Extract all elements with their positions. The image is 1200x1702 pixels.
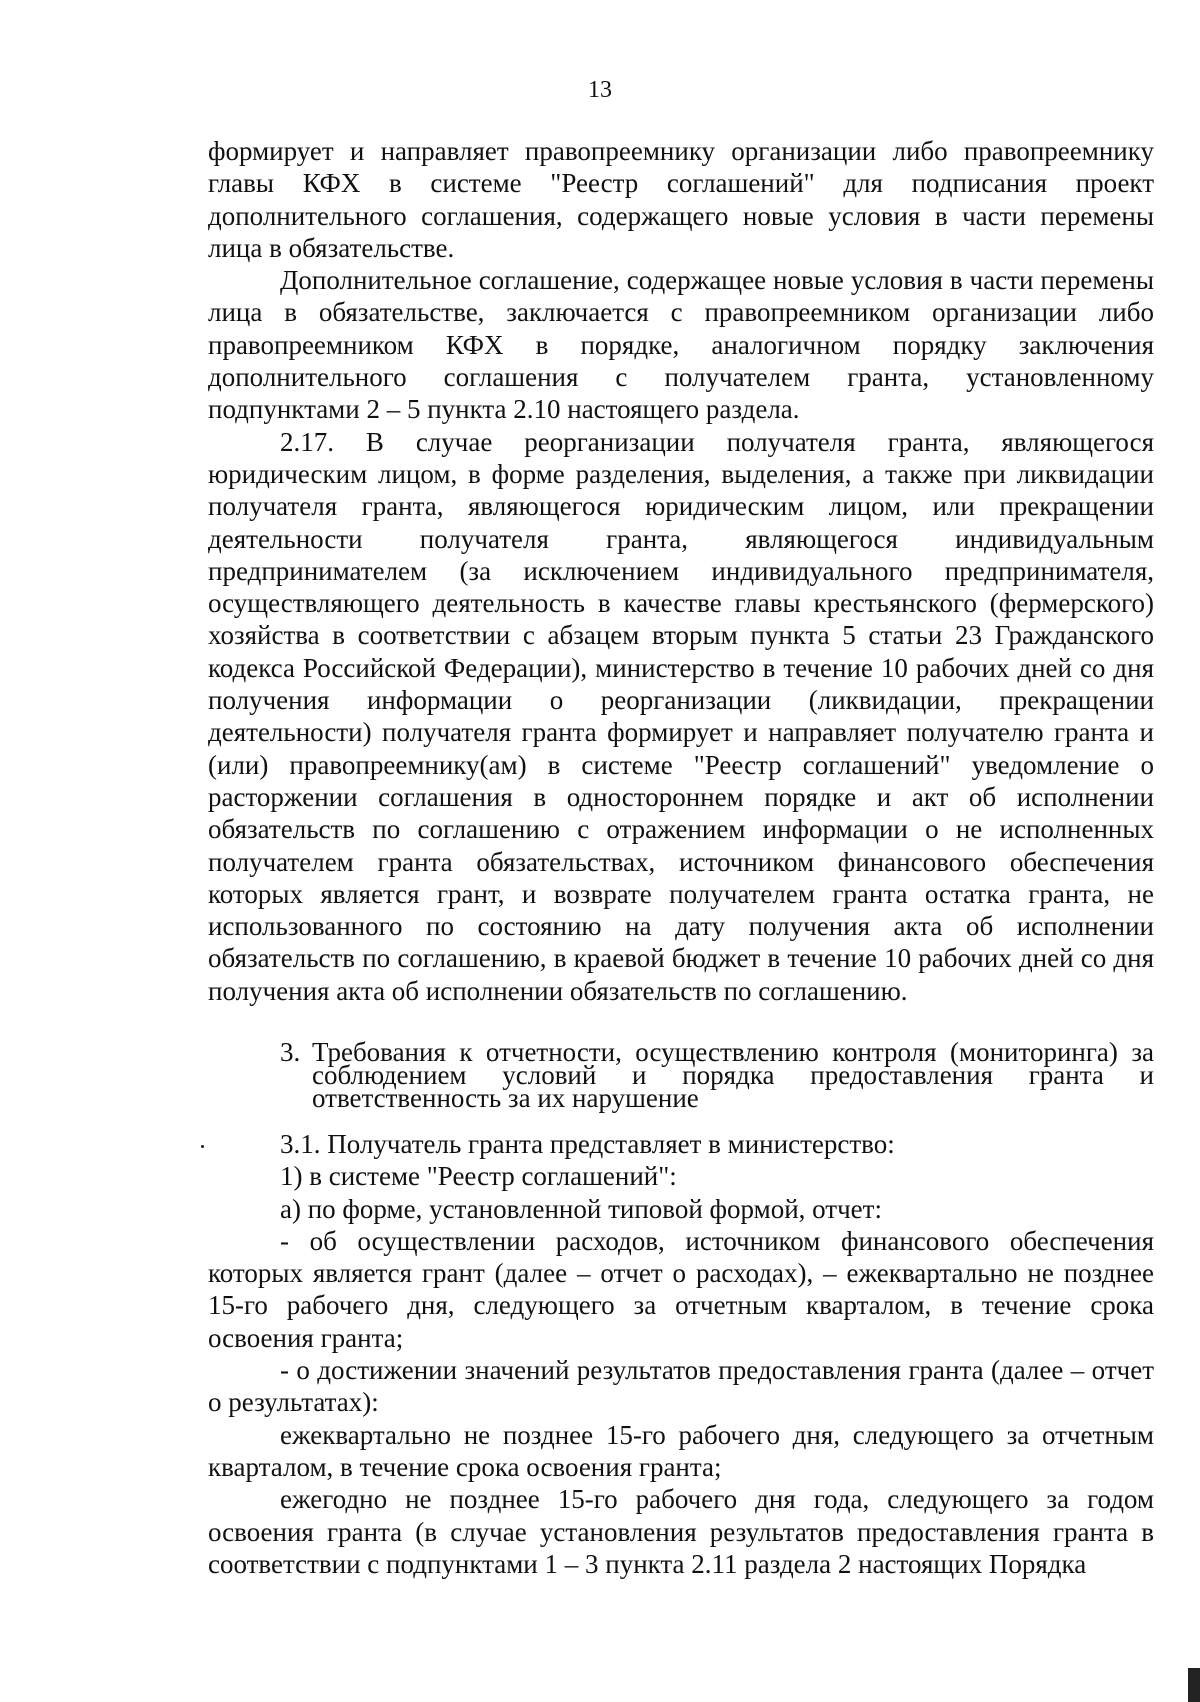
scan-edge-mark bbox=[1188, 1668, 1200, 1702]
list-item-registry: 1) в системе "Реестр соглашений": bbox=[280, 1161, 677, 1192]
section-heading-text: Требования к отчетности, осуществлению контроля (мониторинга) за соблюдением условий и порядка предоставления гранта и ответственность за их нарушение bbox=[312, 1037, 1154, 1113]
section-heading-number: 3. bbox=[280, 1037, 301, 1067]
section-heading bbox=[280, 1037, 1154, 1113]
scan-dot-mark bbox=[201, 1145, 204, 1148]
bottom-text-block bbox=[208, 1128, 1154, 1580]
list-item-results-report: - о достижении значений результатов предоставления гранта (далее – отчет о результатах): bbox=[208, 1355, 1154, 1418]
paragraph-annually: ежегодно не позднее 15-го рабочего дня года, следующего за годом освоения гранта (в случае установления результатов предоставления гранта в соответствии с подпунктами 1 – 3 пункта 2.11 раздела 2 настоящих Порядка bbox=[208, 1484, 1154, 1579]
list-item-form-report: а) по форме, установленной типовой формой, отчет: bbox=[280, 1193, 882, 1224]
paragraph-3-1: 3.1. Получатель гранта представляет в министерство: bbox=[280, 1129, 895, 1159]
paragraph-2-17: 2.17. В случае реорганизации получателя гранта, являющегося юридическим лицом, в форме разделения, выделения, а также при ликвидации получателя гранта, являющегося юридическим лицом, или прекращении деятельности получателя гранта, являющегося индивидуальным предпринимателем (за исключением индивидуального предпринимателя, осуществляющего деятельность в качестве главы крестьянского (фермерского) хозяйства в соответствии с абзацем вторым пункта 5 статьи 23 Гражданского кодекса Российской Федерации), министерство в течение 10 рабочих дней со дня получения информации о реорганизации (ликвидации, прекращении деятельности) получателя гранта формирует и направляет получателю гранта и (или) правопреемнику(ам) в системе "Реестр соглашений" уведомление о расторжении соглашения в одностороннем порядке и акт об исполнении обязательств по соглашению с отражением информации о не исполненных получателем гранта обязательствах, источником финансового обеспечения которых является грант, и возврате получателем гранта остатка гранта, не использованного по состоянию на дату получения акта об исполнении обязательств по соглашению, в краевой бюджет в течение 10 рабочих дней со дня получения акта об исполнении обязательств по соглашению. bbox=[208, 426, 1154, 1006]
paragraph-additional-agreement: Дополнительное соглашение, содержащее новые условия в части перемены лица в обязательстве, заключается с правопреемником организации либо правопреемником КФХ в порядке, аналогичном порядку заключения дополнительного соглашения с получателем гранта, установленному подпунктами 2 – 5 пункта 2.10 настоящего раздела. bbox=[208, 265, 1154, 425]
paragraph-continuation: формирует и направляет правопреемнику организации либо правопреемнику главы КФХ в системе "Реестр соглашений" для подписания проект дополнительного соглашения, содержащего новые условия в части перемены лица в обязательстве. bbox=[208, 136, 1154, 263]
list-item-expenses-report: - об осуществлении расходов, источником финансового обеспечения которых является грант (далее – отчет о расходах), – ежеквартально не позднее 15-го рабочего дня, следующего за отчетным кварталом, в течение срока освоения гранта; bbox=[208, 1225, 1154, 1353]
paragraph-quarterly: ежеквартально не позднее 15-го рабочего дня, следующего за отчетным кварталом, в течение срока освоения гранта; bbox=[208, 1419, 1154, 1482]
top-text-block bbox=[208, 135, 1154, 1007]
page-number: 13 bbox=[588, 77, 612, 103]
